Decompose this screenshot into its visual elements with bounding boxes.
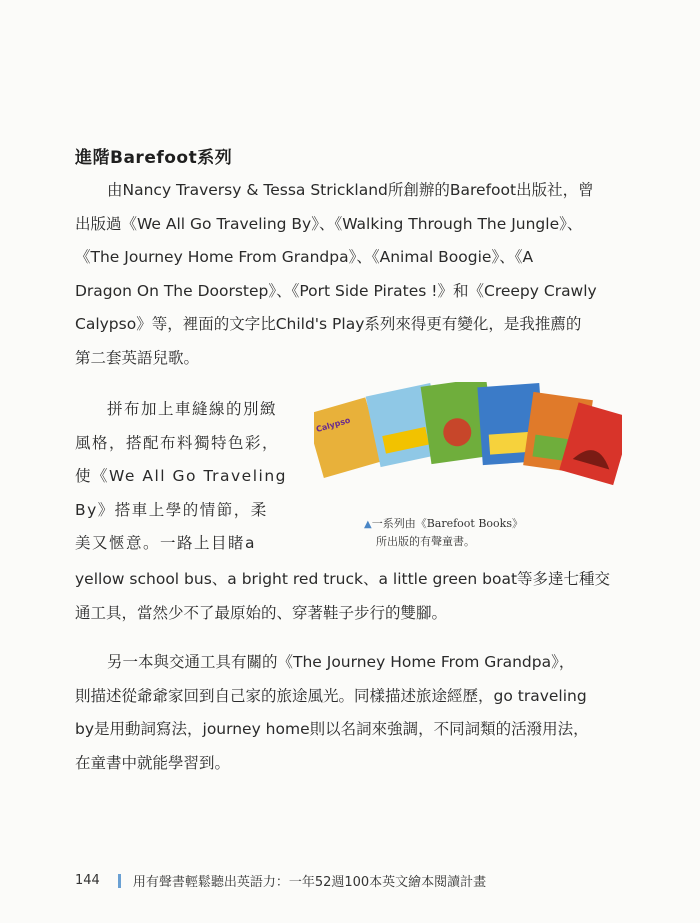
figure-caption	[364, 515, 614, 550]
page-footer	[75, 871, 486, 890]
running-title: 用有聲書輕鬆聽出英語力：一年52週100本英文繪本閱讀計畫	[132, 875, 487, 890]
text-line: By》搭車上學的情節，柔	[75, 500, 268, 519]
text-line: 使《We All Go Traveling	[75, 467, 287, 485]
text-line: by是用動詞寫法，journey home則以名詞來強調，不同詞類的活潑用法，	[75, 720, 589, 738]
caption-line: 一系列由《Barefoot Books》	[371, 517, 523, 530]
text-line: 由Nancy Traversy & Tessa Strickland所創辦的Barefoot出版社，曾	[107, 181, 594, 199]
text-line: 《The Journey Home From Grandpa》、《Animal Boogie》、《A	[75, 248, 534, 266]
text-line: Calypso》等，裡面的文字比Child's Play系列來得更有變化，是我推薦的	[75, 315, 582, 333]
book-cover-title: Calypso	[315, 415, 352, 435]
text-line: 風格，搭配布料獨特色彩，	[75, 433, 280, 452]
text-line: 第二套英語兒歌。	[75, 348, 200, 367]
text-line: 另一本與交通工具有關的《The Journey Home From Grandpa》，	[107, 653, 575, 671]
page-number: 144	[75, 873, 100, 888]
paragraph-vehicles	[75, 563, 628, 630]
text-line: 通工具，當然少不了最原始的、穿著鞋子步行的雙腳。	[75, 603, 448, 622]
book-covers-image	[314, 382, 622, 510]
caption-line: 所出版的有聲童書。	[376, 535, 475, 548]
text-line: 出版過《We All Go Traveling By》、《Walking Through The Jungle》、	[75, 214, 583, 233]
section-title: 進階Barefoot系列	[75, 148, 233, 168]
text-line: 拼布加上車縫線的別緻	[107, 400, 278, 418]
paragraph-patchwork	[75, 393, 295, 561]
text-line: 在童書中就能學習到。	[75, 753, 231, 772]
paragraph-journey-home	[75, 646, 628, 780]
text-line: 則描述從爺爺家回到自己家的旅途風光。同樣描述旅途經歷，go traveling	[75, 686, 587, 705]
triangle-marker-icon: ▲	[364, 519, 372, 530]
text-line: 美又愜意。一路上目睹a	[75, 534, 256, 552]
text-line: yellow school bus、a bright red truck、a little green boat等多達七種交	[75, 570, 611, 588]
text-line: Dragon On The Doorstep》、《Port Side Pirates !》和《Creepy Crawly	[75, 281, 597, 300]
paragraph-intro	[75, 174, 628, 375]
footer-divider	[118, 874, 121, 888]
